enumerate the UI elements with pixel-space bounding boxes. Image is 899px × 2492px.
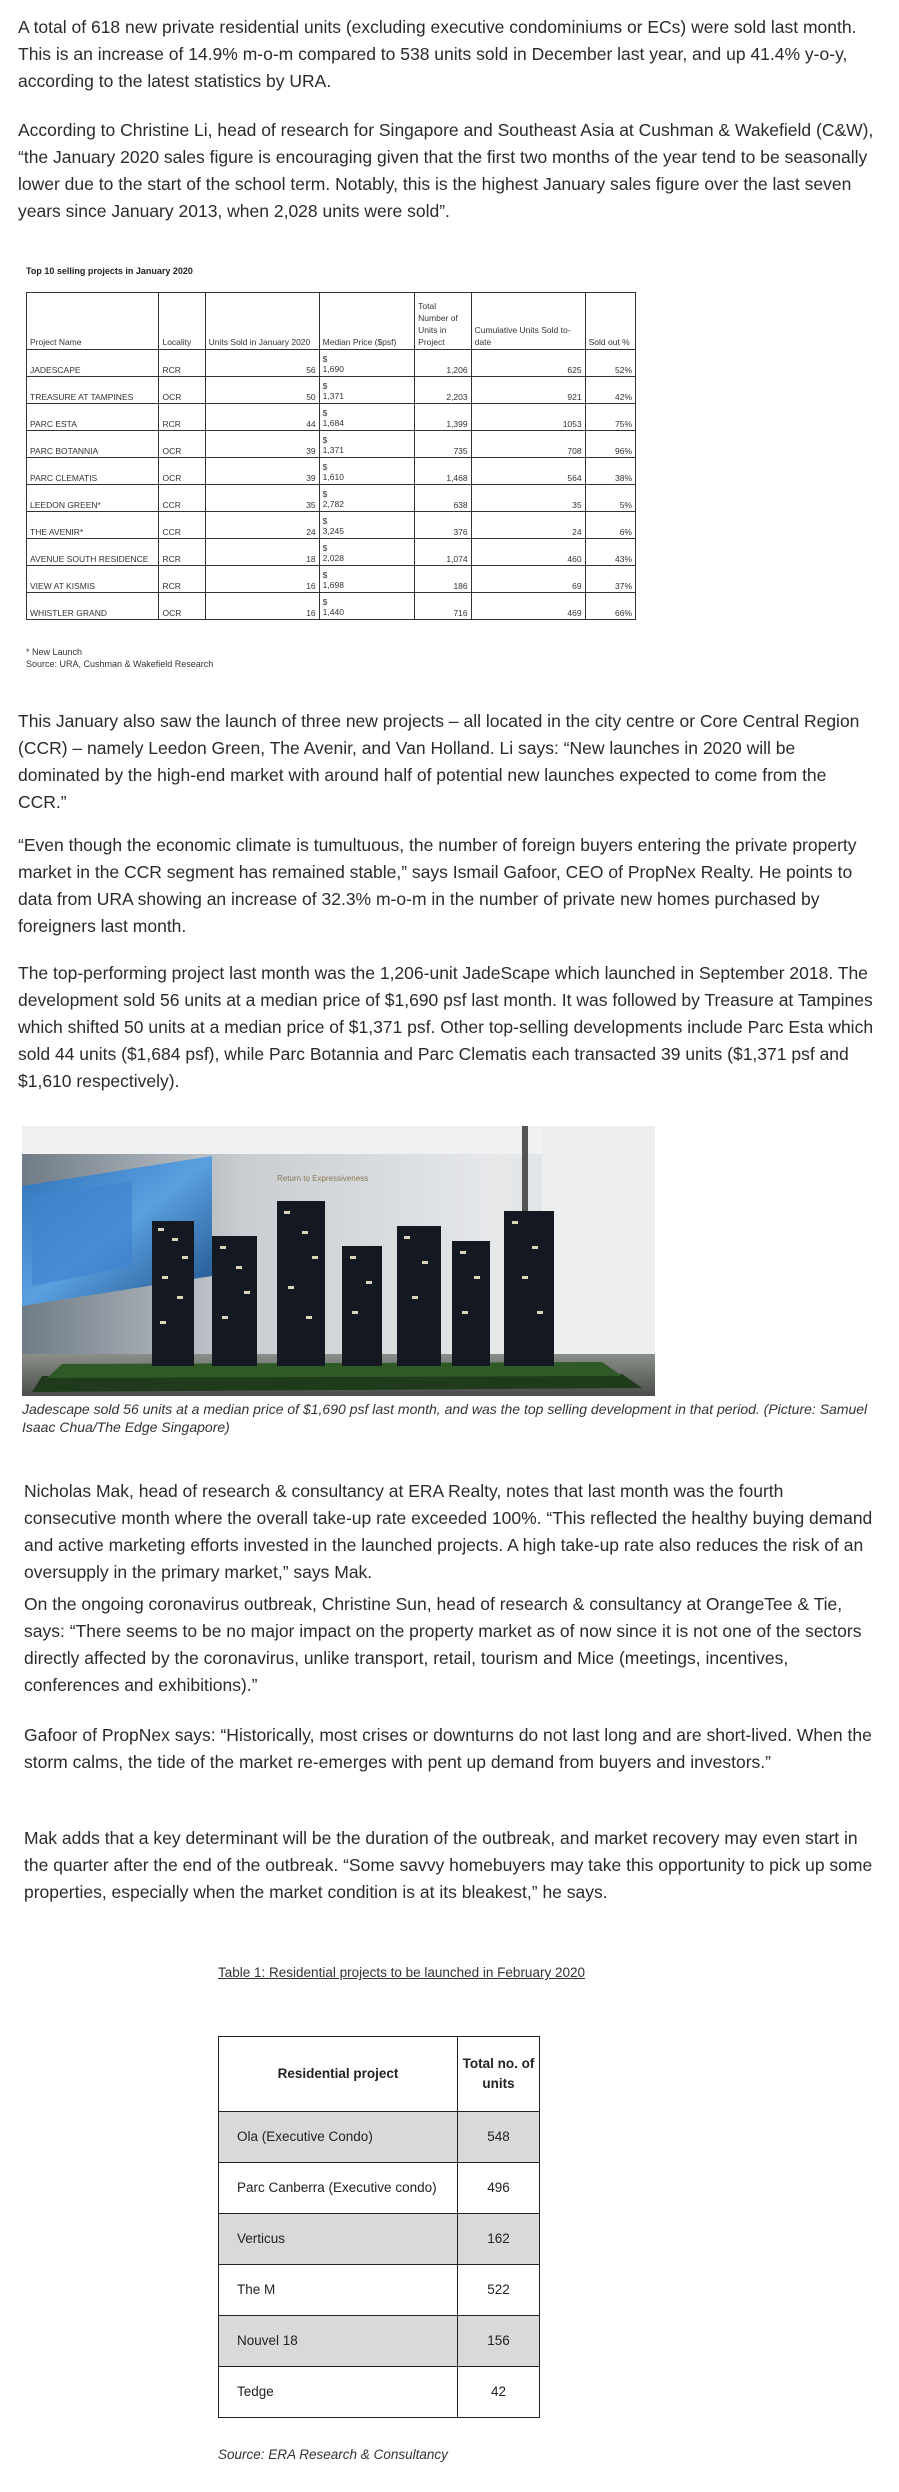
table1-row bbox=[219, 2316, 540, 2367]
currency-symbol: $ bbox=[322, 462, 328, 472]
table1-title: Table 1: Residential projects to be launched in February 2020 bbox=[218, 1965, 585, 1980]
paragraph-top-performing: The top-performing project last month was the 1,206-unit JadeScape which launched in September 2018. The development sold 56 units at a median price of $1,690 psf last month. It was followed by Treasure at Tampines which shifted 50 units at a median price of $1,371 psf. Other top-selling developments include Parc Esta which sold 44 units ($1,684 psf), while Parc Botannia and Parc Clematis each transacted 39 units ($1,371 psf and $1,610 respectively). bbox=[18, 963, 874, 1091]
sold-out-cell: 38% bbox=[585, 458, 635, 485]
top10-row bbox=[27, 485, 636, 512]
sold-out-cell: 75% bbox=[585, 404, 635, 431]
sold-out-cell: 5% bbox=[585, 485, 635, 512]
cumulative-sold-cell: 469 bbox=[471, 593, 585, 620]
locality-cell: OCR bbox=[159, 458, 205, 485]
total-units-cell: 496 bbox=[458, 2163, 540, 2214]
currency-symbol: $ bbox=[322, 489, 328, 499]
locality-cell: OCR bbox=[159, 377, 205, 404]
sold-out-cell: 52% bbox=[585, 350, 635, 377]
total-units-cell: 1,468 bbox=[415, 458, 471, 485]
units-sold-cell: 44 bbox=[205, 404, 319, 431]
units-sold-cell: 39 bbox=[205, 458, 319, 485]
total-units-cell: 2,203 bbox=[415, 377, 471, 404]
table1-row bbox=[219, 2265, 540, 2316]
th-median-price: Median Price ($psf) bbox=[319, 293, 415, 350]
table1-row bbox=[219, 2112, 540, 2163]
total-units-cell: 1,074 bbox=[415, 539, 471, 566]
cumulative-sold-cell: 625 bbox=[471, 350, 585, 377]
locality-cell: RCR bbox=[159, 566, 205, 593]
currency-symbol: $ bbox=[322, 408, 328, 418]
top10-row bbox=[27, 404, 636, 431]
units-sold-cell: 16 bbox=[205, 566, 319, 593]
cumulative-sold-cell: 564 bbox=[471, 458, 585, 485]
sold-out-cell: 6% bbox=[585, 512, 635, 539]
table1 bbox=[218, 2036, 540, 2418]
cumulative-sold-cell: 1053 bbox=[471, 404, 585, 431]
median-price-value: 1,684 bbox=[322, 418, 344, 428]
sold-out-cell: 66% bbox=[585, 593, 635, 620]
units-sold-cell: 16 bbox=[205, 593, 319, 620]
sold-out-cell: 96% bbox=[585, 431, 635, 458]
cumulative-sold-cell: 69 bbox=[471, 566, 585, 593]
top10-row bbox=[27, 350, 636, 377]
paragraph-sales-total: A total of 618 new private residential units (excluding executive condominiums or ECs) were sold last month. This is an increase of 14.9% m-o-m compared to 538 units sold in December last year, and up 41.4% y-o-y, according to the latest statistics by URA. bbox=[18, 17, 857, 91]
locality-cell: RCR bbox=[159, 404, 205, 431]
median-price-cell bbox=[319, 431, 415, 458]
units-sold-cell: 35 bbox=[205, 485, 319, 512]
units-sold-cell: 39 bbox=[205, 431, 319, 458]
currency-symbol: $ bbox=[322, 516, 328, 526]
paragraph-christine-li: According to Christine Li, head of research for Singapore and Southeast Asia at Cushman & Wakefield (C&W), “the January 2020 sales figure is encouraging given that the first two months of the year tend to be seasonally lower due to the start of the school term. Notably, this is the highest January sales figure over the last seven years since January 2013, when 2,028 units were sold”. bbox=[18, 120, 874, 221]
total-units-cell: 638 bbox=[415, 485, 471, 512]
units-sold-cell: 56 bbox=[205, 350, 319, 377]
top10-note-new-launch: * New Launch bbox=[26, 647, 83, 657]
median-price-cell bbox=[319, 350, 415, 377]
median-price-value: 1,371 bbox=[322, 391, 344, 401]
total-units-cell: 735 bbox=[415, 431, 471, 458]
total-units-cell: 162 bbox=[458, 2214, 540, 2265]
cumulative-sold-cell: 35 bbox=[471, 485, 585, 512]
project-name-cell: LEEDON GREEN* bbox=[27, 485, 159, 512]
paragraph-nicholas-mak: Nicholas Mak, head of research & consultancy at ERA Realty, notes that last month was the fourth consecutive month where the overall take-up rate exceeded 100%. “This reflected the healthy buying demand and active marketing efforts invested in the launched projects. A high take-up rate also reduces the risk of an oversupply in the primary market,” says Mak. bbox=[24, 1481, 873, 1582]
top10-row bbox=[27, 377, 636, 404]
median-price-value: 1,610 bbox=[322, 472, 344, 482]
median-price-value: 1,440 bbox=[322, 607, 344, 617]
median-price-cell bbox=[319, 539, 415, 566]
top10-row bbox=[27, 539, 636, 566]
currency-symbol: $ bbox=[322, 570, 328, 580]
total-units-cell: 1,206 bbox=[415, 350, 471, 377]
paragraph-gafoor: Gafoor of PropNex says: “Historically, most crises or downturns do not last long and are short-lived. When the storm calms, the tide of the market re-emerges with pent up demand from buyers and investors.” bbox=[24, 1725, 872, 1772]
project-name-cell: PARC ESTA bbox=[27, 404, 159, 431]
total-units-cell: 522 bbox=[458, 2265, 540, 2316]
paragraph-christine-sun: On the ongoing coronavirus outbreak, Christine Sun, head of research & consultancy at OrangeTee & Tie, says: “There seems to be no major impact on the property market as of now since it is not one of the sectors directly affected by the coronavirus, unlike transport, retail, tourism and Mice (meetings, incentives, conferences and exhibitions).” bbox=[24, 1594, 862, 1695]
residential-project-cell: Nouvel 18 bbox=[219, 2316, 458, 2367]
units-sold-cell: 50 bbox=[205, 377, 319, 404]
median-price-value: 3,245 bbox=[322, 526, 344, 536]
project-name-cell: PARC BOTANNIA bbox=[27, 431, 159, 458]
project-name-cell: JADESCAPE bbox=[27, 350, 159, 377]
th-total-units: Total no. of units bbox=[458, 2037, 540, 2112]
total-units-cell: 716 bbox=[415, 593, 471, 620]
currency-symbol: $ bbox=[322, 597, 328, 607]
residential-project-cell: Parc Canberra (Executive condo) bbox=[219, 2163, 458, 2214]
sold-out-cell: 42% bbox=[585, 377, 635, 404]
wall-text: Return to Expressiveness bbox=[277, 1174, 369, 1183]
median-price-value: 2,028 bbox=[322, 553, 344, 563]
cumulative-sold-cell: 460 bbox=[471, 539, 585, 566]
median-price-value: 1,698 bbox=[322, 580, 344, 590]
cumulative-sold-cell: 24 bbox=[471, 512, 585, 539]
total-units-cell: 548 bbox=[458, 2112, 540, 2163]
top10-row bbox=[27, 458, 636, 485]
project-name-cell: VIEW AT KISMIS bbox=[27, 566, 159, 593]
currency-symbol: $ bbox=[322, 381, 328, 391]
median-price-cell bbox=[319, 485, 415, 512]
top10-title: Top 10 selling projects in January 2020 bbox=[26, 266, 193, 276]
total-units-cell: 376 bbox=[415, 512, 471, 539]
project-name-cell: PARC CLEMATIS bbox=[27, 458, 159, 485]
currency-symbol: $ bbox=[322, 354, 328, 364]
median-price-cell bbox=[319, 377, 415, 404]
table1-header-row bbox=[219, 2037, 540, 2112]
residential-project-cell: Verticus bbox=[219, 2214, 458, 2265]
residential-project-cell: The M bbox=[219, 2265, 458, 2316]
units-sold-cell: 18 bbox=[205, 539, 319, 566]
total-units-cell: 186 bbox=[415, 566, 471, 593]
paragraph-mak-outbreak: Mak adds that a key determinant will be the duration of the outbreak, and market recovery may even start in the quarter after the end of the outbreak. “Some savvy homebuyers may take this opportunity to pick up some properties, especially when the market condition is at its bleakest,” he says. bbox=[24, 1828, 873, 1902]
th-project-name: Project Name bbox=[27, 293, 159, 350]
locality-cell: RCR bbox=[159, 350, 205, 377]
locality-cell: CCR bbox=[159, 512, 205, 539]
residential-project-cell: Tedge bbox=[219, 2367, 458, 2418]
top10-source: Source: URA, Cushman & Wakefield Research bbox=[26, 659, 214, 669]
locality-cell: OCR bbox=[159, 593, 205, 620]
paragraph-new-launches: This January also saw the launch of three new projects – all located in the city centre or Core Central Region (CCR) – namely Leedon Green, The Avenir, and Van Holland. Li says: “New launches in 2020 will be dominated by the high-end market with around half of potential new launches expected to come from the CCR.” bbox=[18, 711, 860, 812]
cumulative-sold-cell: 708 bbox=[471, 431, 585, 458]
median-price-cell bbox=[319, 512, 415, 539]
photo-caption: Jadescape sold 56 units at a median price of $1,690 psf last month, and was the top selling development in that period. (Picture: Samuel Isaac Chua/The Edge Singapore) bbox=[22, 1401, 868, 1435]
sold-out-cell: 43% bbox=[585, 539, 635, 566]
project-name-cell: WHISTLER GRAND bbox=[27, 593, 159, 620]
total-units-cell: 42 bbox=[458, 2367, 540, 2418]
paragraph-foreign-buyers: “Even though the economic climate is tumultuous, the number of foreign buyers entering the private property market in the CCR segment has remained stable,” says Ismail Gafoor, CEO of PropNex Realty. He points to data from URA showing an increase of 32.3% m-o-m in the number of private new homes purchased by foreigners last month. bbox=[18, 835, 857, 936]
total-units-cell: 1,399 bbox=[415, 404, 471, 431]
median-price-value: 1,371 bbox=[322, 445, 344, 455]
th-sold-out: Sold out % bbox=[585, 293, 635, 350]
locality-cell: RCR bbox=[159, 539, 205, 566]
top10-row bbox=[27, 512, 636, 539]
table1-source: Source: ERA Research & Consultancy bbox=[218, 2447, 448, 2462]
median-price-cell bbox=[319, 593, 415, 620]
locality-cell: OCR bbox=[159, 431, 205, 458]
median-price-cell bbox=[319, 404, 415, 431]
cumulative-sold-cell: 921 bbox=[471, 377, 585, 404]
jadescape-photo bbox=[22, 1126, 655, 1396]
th-cumulative-sold: Cumulative Units Sold to-date bbox=[471, 293, 585, 350]
units-sold-cell: 24 bbox=[205, 512, 319, 539]
locality-cell: CCR bbox=[159, 485, 205, 512]
project-name-cell: TREASURE AT TAMPINES bbox=[27, 377, 159, 404]
top10-row bbox=[27, 431, 636, 458]
median-price-value: 2,782 bbox=[322, 499, 344, 509]
project-name-cell: AVENUE SOUTH RESIDENCE bbox=[27, 539, 159, 566]
table1-row bbox=[219, 2163, 540, 2214]
table1-row bbox=[219, 2214, 540, 2265]
sold-out-cell: 37% bbox=[585, 566, 635, 593]
median-price-value: 1,690 bbox=[322, 364, 344, 374]
residential-project-cell: Ola (Executive Condo) bbox=[219, 2112, 458, 2163]
project-name-cell: THE AVENIR* bbox=[27, 512, 159, 539]
top10-header-row bbox=[27, 293, 636, 350]
median-price-cell bbox=[319, 458, 415, 485]
total-units-cell: 156 bbox=[458, 2316, 540, 2367]
th-total-units: Total Number of Units in Project bbox=[415, 293, 471, 350]
table1-row bbox=[219, 2367, 540, 2418]
top10-row bbox=[27, 593, 636, 620]
th-residential-project: Residential project bbox=[219, 2037, 458, 2112]
top10-table bbox=[26, 292, 636, 620]
currency-symbol: $ bbox=[322, 435, 328, 445]
median-price-cell bbox=[319, 566, 415, 593]
top10-row bbox=[27, 566, 636, 593]
th-locality: Locality bbox=[159, 293, 205, 350]
th-units-sold: Units Sold in January 2020 bbox=[205, 293, 319, 350]
currency-symbol: $ bbox=[322, 543, 328, 553]
